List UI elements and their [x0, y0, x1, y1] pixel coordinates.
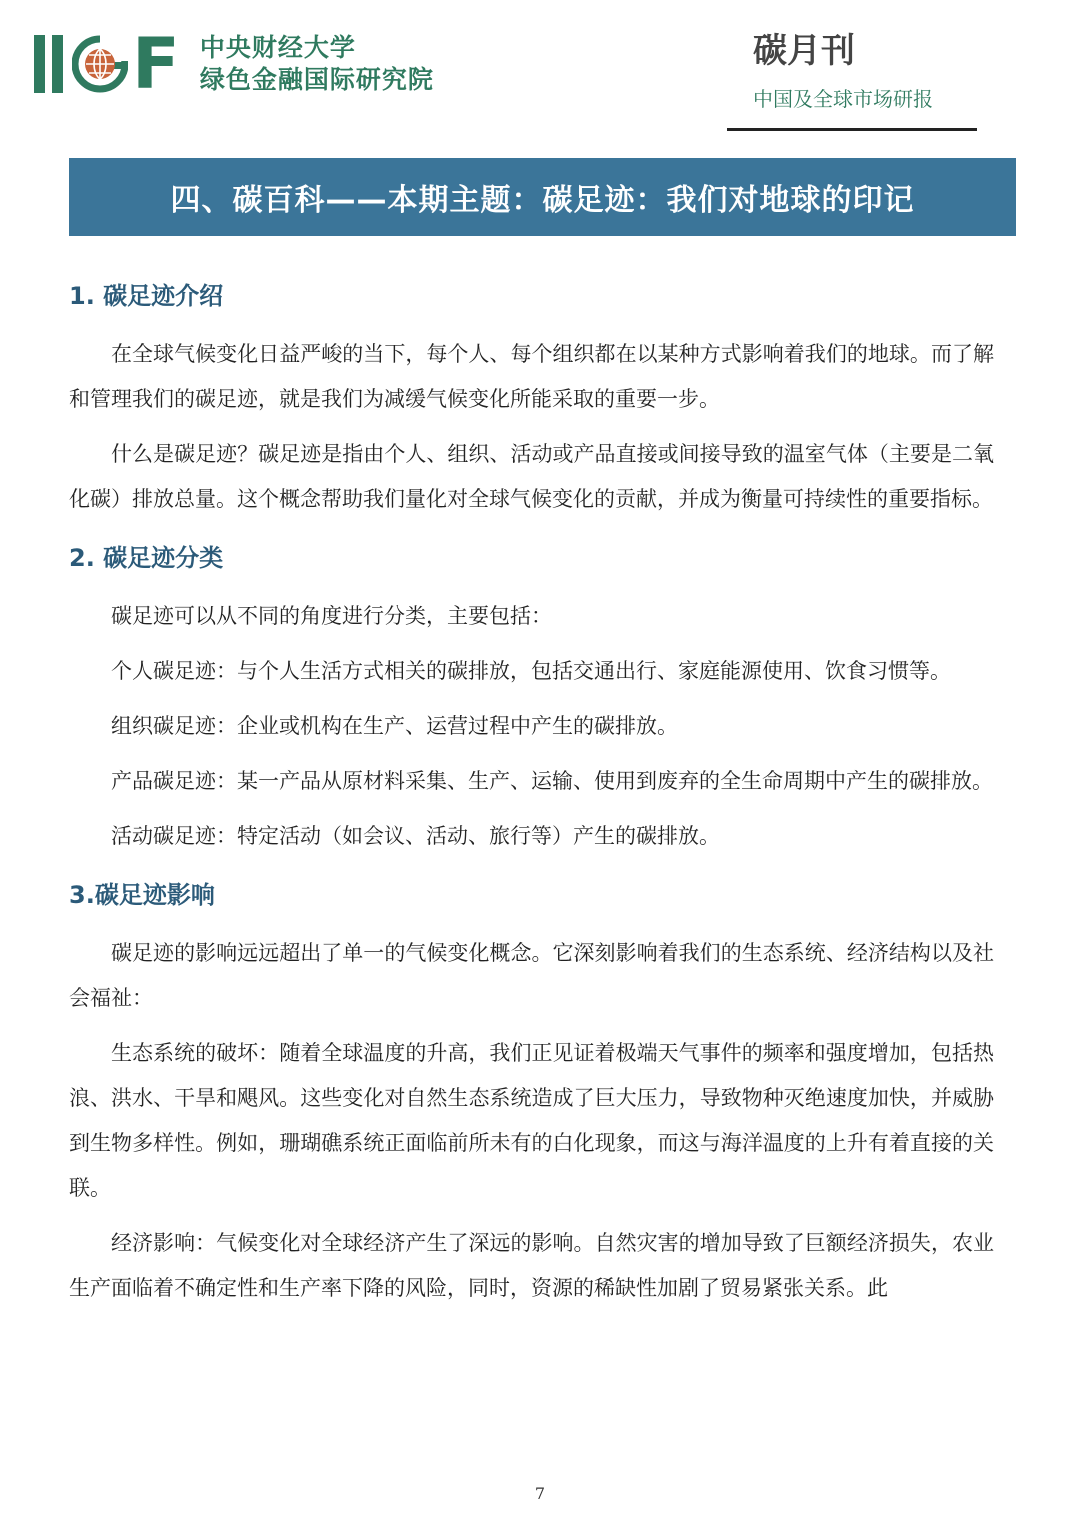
banner-title: 四、碳百科——本期主题：碳足迹：我们对地球的印记 [170, 183, 915, 218]
logo-line-1: 中央财经大学 [199, 33, 356, 62]
article-body [69, 274, 994, 1311]
page-number: 7 [534, 1484, 546, 1503]
header-divider [727, 128, 977, 131]
paragraph: 碳足迹的影响远远超出了单一的气候变化概念。它深刻影响着我们的生态系统、经济结构以及社会福祉： [69, 941, 994, 1010]
logo-line-2: 绿色金融国际研究院 [199, 65, 434, 94]
section-banner [69, 158, 1016, 236]
section-heading-impact: 3.碳足迹影响 [69, 881, 215, 909]
page-header [0, 0, 1080, 140]
paragraph: 产品碳足迹：某一产品从原材料采集、生产、运输、使用到废弃的全生命周期中产生的碳排放。 [111, 769, 993, 793]
publication-brand [727, 28, 977, 114]
paragraph: 碳足迹可以从不同的角度进行分类，主要包括： [111, 604, 552, 628]
paragraph: 组织碳足迹：企业或机构在生产、运营过程中产生的碳排放。 [111, 714, 678, 738]
logo-text [200, 32, 434, 96]
publication-title: 碳月刊 [753, 31, 855, 71]
paragraph: 个人碳足迹：与个人生活方式相关的碳排放，包括交通出行、家庭能源使用、饮食习惯等。 [111, 659, 951, 683]
section-heading-classification: 2. 碳足迹分类 [69, 544, 224, 572]
section-heading-intro: 1. 碳足迹介绍 [69, 282, 224, 310]
logo-mark [34, 23, 178, 105]
paragraph: 在全球气候变化日益严峻的当下，每个人、每个组织都在以某种方式影响着我们的地球。而了解和管理我们的碳足迹，就是我们为减缓气候变化所能采取的重要一步。 [69, 342, 994, 411]
globe-icon [72, 35, 128, 93]
paragraph: 活动碳足迹：特定活动（如会议、活动、旅行等）产生的碳排放。 [111, 824, 720, 848]
logo-bar-2 [52, 35, 63, 93]
logo-bar-1 [34, 35, 45, 93]
paragraph: 什么是碳足迹？碳足迹是指由个人、组织、活动或产品直接或间接导致的温室气体（主要是二氧化碳）排放总量。这个概念帮助我们量化对全球气候变化的贡献，并成为衡量可持续性的重要指标。 [69, 442, 994, 511]
publication-subtitle: 中国及全球市场研报 [753, 87, 933, 111]
iigf-logo [34, 23, 434, 105]
logo-letter-f: F [132, 23, 178, 105]
paragraph: 生态系统的破坏：随着全球温度的升高，我们正见证着极端天气事件的频率和强度增加，包括热浪、洪水、干旱和飓风。这些变化对自然生态系统造成了巨大压力，导致物种灭绝速度加快，并威胁到生物多样性。例如，珊瑚礁系统正面临前所未有的白化现象，而这与海洋温度的上升有着直接的关联。 [69, 1041, 994, 1200]
paragraph: 经济影响：气候变化对全球经济产生了深远的影响。自然灾害的增加导致了巨额经济损失，农业生产面临着不确定性和生产率下降的风险，同时，资源的稀缺性加剧了贸易紧张关系。此 [69, 1231, 994, 1300]
